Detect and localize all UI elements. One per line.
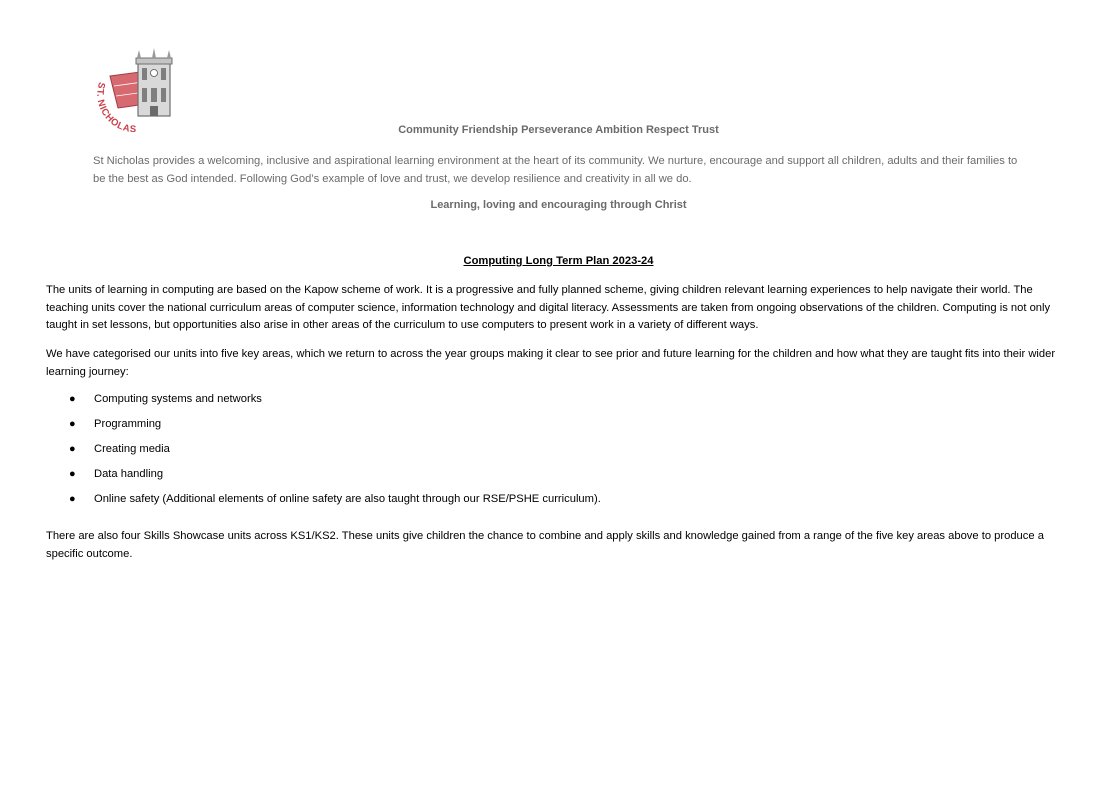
list-item-text: Programming (94, 418, 162, 430)
school-logo (96, 46, 180, 132)
list-item-text: Computing systems and networks (94, 393, 262, 405)
church-tower-logo-icon (96, 46, 180, 132)
bullet-icon: ● (69, 418, 76, 430)
showcase-paragraph: There are also four Skills Showcase units across KS1/KS2. These units give children the chance to combine and apply skills and knowledge gained from a range of the five key areas above to produce a specific outcome. (46, 530, 1044, 560)
list-item-text: Data handling (94, 468, 164, 480)
list-item-text: Creating media (94, 443, 170, 455)
list-item-text: Online safety (Additional elements of online safety are also taught through our RSE/PSHE curriculum). (94, 493, 601, 505)
bullet-icon: ● (69, 443, 76, 455)
document-title: Computing Long Term Plan 2023-24 (463, 255, 654, 267)
logo-school-name: ICHOLAS (96, 104, 138, 132)
mission-statement: St Nicholas provides a welcoming, inclusive and aspirational learning environment at the heart of its community. We nurture, encourage and support all children, adults and their families to be the best as God intended. Following God’s example of love and trust, we develop resilience and creativity in all we do. (93, 155, 1018, 185)
bullet-icon: ● (69, 493, 76, 505)
intro-paragraph: The units of learning in computing are based on the Kapow scheme of work. It is a progressive and fully planned scheme, giving children relevant learning experiences to help navigate their world. The teaching units cover the national curriculum areas of computer science, information technology and digital literacy. Assessments are taken from ongoing observations of the children. Computing is not only taught in set lessons, but opportunities also arise in other areas of the curriculum to use computers to present work in a variety of different ways. (46, 284, 1051, 331)
school-motto: Learning, loving and encouraging through Christ (430, 199, 687, 211)
bullet-icon: ● (69, 393, 76, 405)
school-values: Community Friendship Perseverance Ambition Respect Trust (398, 124, 719, 136)
bullet-icon: ● (69, 468, 76, 480)
categories-paragraph: We have categorised our units into five key areas, which we return to across the year groups making it clear to see prior and future learning for the children and how what they are taught fits into their wider learning journey: (46, 348, 1056, 378)
